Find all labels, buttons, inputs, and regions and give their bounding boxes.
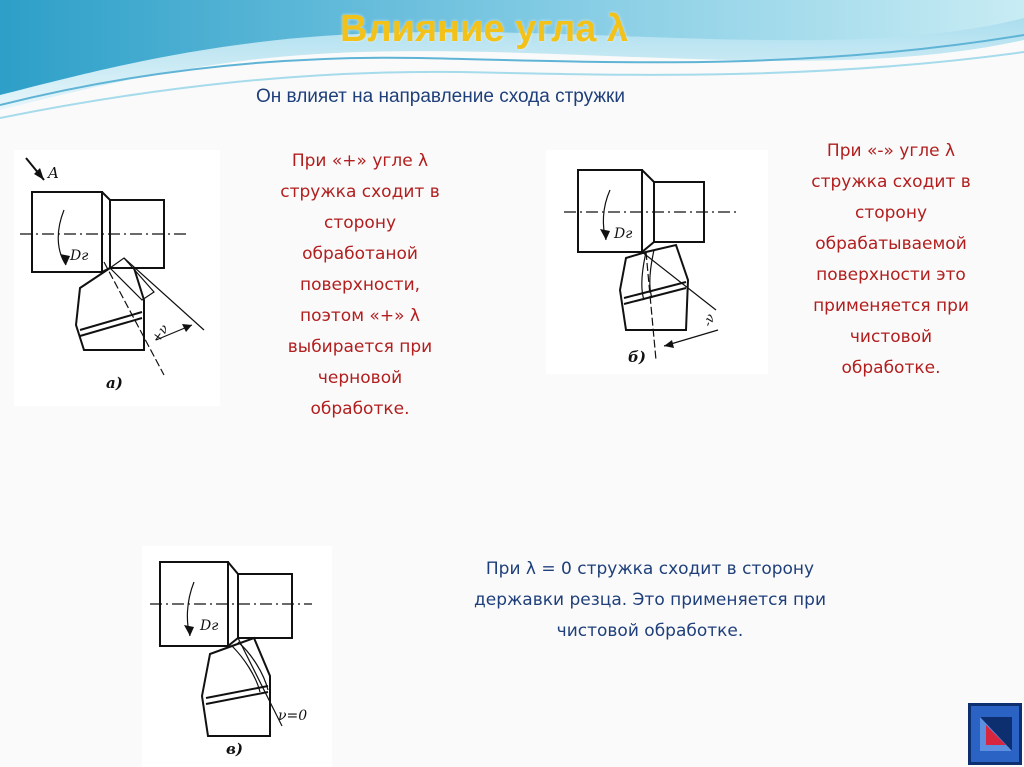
text-line: При «-» угле λ [826,141,956,161]
text-line: обработаной [302,244,418,264]
text-line: выбирается при [287,337,433,357]
text-line: чистовой обработке. [556,621,744,641]
text-line: обработке. [310,399,410,419]
return-icon [968,703,1022,765]
figure-c [142,546,332,767]
figure-b-caption: б) [628,348,646,366]
text-line: поэтом «+» λ [300,306,420,326]
text-line: обрабатываемой [815,234,967,254]
text-line: стружка сходит в [280,182,440,202]
text-line: сторону [323,213,397,233]
text-positive-lambda [240,146,480,425]
text-line: При «+» угле λ [291,151,429,171]
figure-a-caption: а) [106,374,123,392]
slide-subtitle: Он влияет на направление схода стружки [256,86,625,107]
text-line: державки резца. Это применяется при [473,590,826,610]
slide-title: Влияние угла λ [340,8,629,50]
text-line: применяется при [813,296,969,316]
figure-a [14,150,220,406]
text-line: стружка сходит в [811,172,971,192]
figure-c-caption: в) [226,740,243,758]
text-line: поверхности это [816,265,966,285]
figure-a-arrow-label: A [48,164,59,182]
figure-a-angle-label: +ν [149,321,173,346]
figure-c-angle-label: ν=0 [278,708,308,724]
text-line: поверхности, [299,275,421,295]
figure-b-angle-label: -ν [700,312,719,329]
figure-c-surface-label: Dг [200,618,219,634]
text-zero-lambda [420,554,880,647]
figure-a-surface-label: Dг [70,248,89,264]
text-negative-lambda [786,136,996,384]
return-button[interactable] [968,703,1022,765]
text-line: чистовой [849,327,933,347]
text-line: При λ = 0 стружка сходит в сторону [485,559,815,579]
figure-b-surface-label: Dг [614,226,633,242]
text-line: сторону [854,203,928,223]
text-line: обработке. [841,358,941,378]
figure-b [546,150,768,374]
text-line: черновой [317,368,403,388]
